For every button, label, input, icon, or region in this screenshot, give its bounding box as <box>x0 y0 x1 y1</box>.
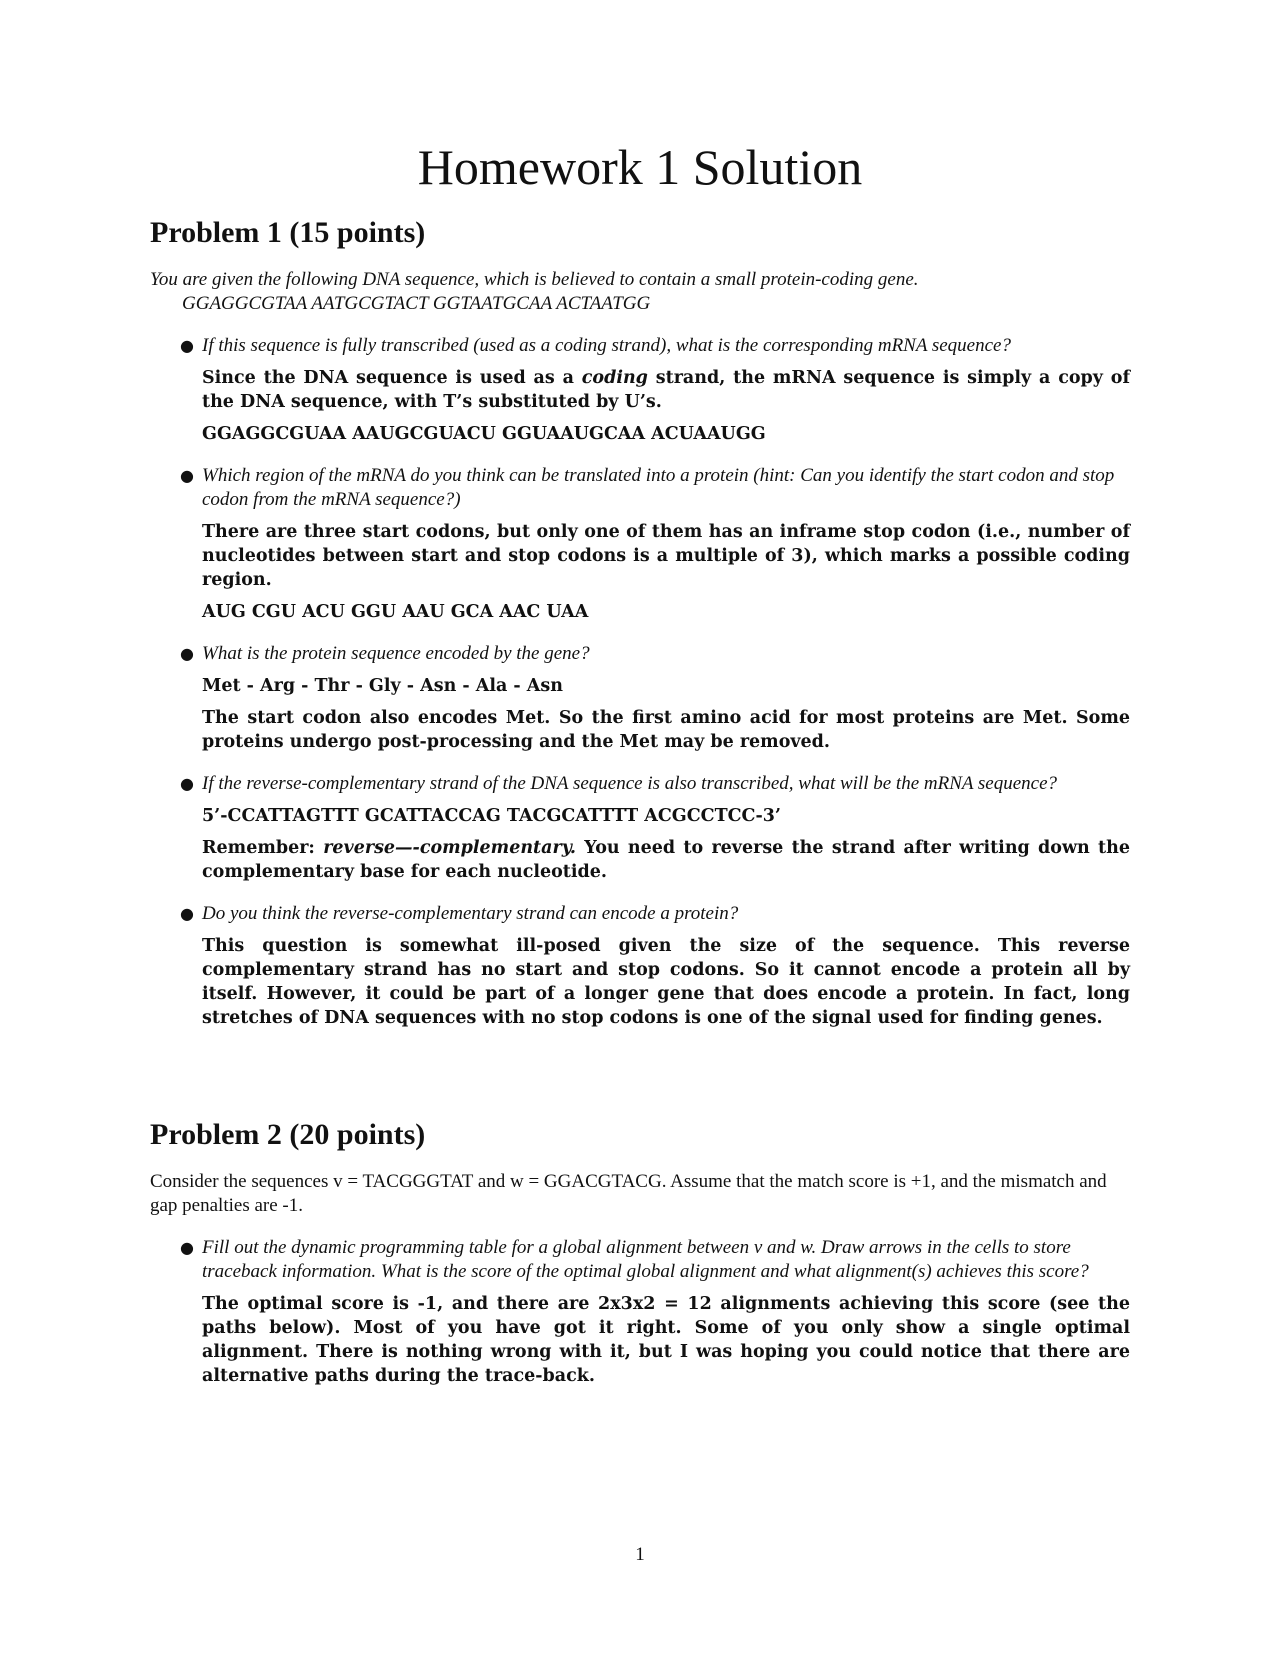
question-item <box>150 902 1130 1030</box>
bullet-icon: ● <box>180 904 194 923</box>
problem-2 <box>150 1118 1130 1388</box>
problem-1-heading: Problem 1 (15 points) <box>150 216 426 249</box>
answer-sequence: 5’-CCATTAGTTT GCATTACCAG TACGCATTTT ACGCCTCC-3’ <box>202 806 782 826</box>
question-item <box>150 642 1130 754</box>
answer-text: Since the DNA sequence is used as a coding strand, the mRNA sequence is simply a copy of the DNA sequence, with T’s substituted by U’s. <box>202 368 1130 412</box>
emphasis-text: reverse—-complementary. <box>323 838 576 858</box>
problem-1 <box>150 216 1130 1030</box>
problem-2-heading: Problem 2 (20 points) <box>150 1118 426 1151</box>
question-text: Which region of the mRNA do you think can be translated into a protein (hint: Can you identify the start codon and stop codon from the mRNA sequence?) <box>202 465 1115 510</box>
question-text: Do you think the reverse-complementary strand can encode a protein? <box>202 903 739 924</box>
answer-sequence: AUG CGU ACU GGU AAU GCA AAC UAA <box>202 602 589 622</box>
emphasis-text: coding <box>581 368 648 388</box>
question-item <box>150 772 1130 884</box>
page-title: Homework 1 Solution <box>417 139 863 195</box>
answer-text: This question is somewhat ill-posed given the size of the sequence. This reverse complementary strand has no start and stop codons. So it cannot encode a protein all by itself. However, it could be part of a longer gene that does encode a protein. In fact, long stretches of DNA sequences with no stop codons is one of the signal used for finding genes. <box>202 936 1130 1028</box>
answer-text: The start codon also encodes Met. So the first amino acid for most proteins are Met. Some proteins undergo post-processing and the Met may be removed. <box>202 708 1130 752</box>
problem-2-questions <box>150 1236 1130 1388</box>
bullet-icon: ● <box>180 466 194 485</box>
answer-text: Remember: reverse—-complementary. You need to reverse the strand after writing down the complementary base for each nucleotide. <box>202 838 1130 882</box>
question-item <box>150 334 1130 446</box>
problem-2-intro: Consider the sequences v = TACGGGTAT and w = GGACGTACG. Assume that the match score is +1, and the mismatch and gap penalties are -1. <box>150 1171 1107 1216</box>
problem-1-intro-text: You are given the following DNA sequence, which is believed to contain a small protein-coding gene. <box>150 269 919 290</box>
answer-text: The optimal score is -1, and there are 2x3x2 = 12 alignments achieving this score (see the paths below). Most of you have got it right. Some of you only show a single optimal alignment. There is nothing wrong with it, but I was hoping you could notice that there are alternative paths during the trace-back. <box>202 1294 1130 1386</box>
bullet-icon: ● <box>180 774 194 793</box>
bullet-icon: ● <box>180 644 194 663</box>
question-item <box>150 1236 1130 1388</box>
question-text: Fill out the dynamic programming table for a global alignment between v and w. Draw arrows in the cells to store traceback information. What is the score of the optimal global alignment and what alignment(s) achieves this score? <box>202 1237 1089 1282</box>
question-text: If the reverse-complementary strand of the DNA sequence is also transcribed, what will be the mRNA sequence? <box>202 773 1058 794</box>
answer-protein-sequence: Met - Arg - Thr - Gly - Asn - Ala - Asn <box>202 676 563 696</box>
question-item <box>150 464 1130 624</box>
page-number: 1 <box>635 1544 645 1565</box>
question-text: If this sequence is fully transcribed (used as a coding strand), what is the corresponding mRNA sequence? <box>202 335 1011 356</box>
bullet-icon: ● <box>180 1238 194 1257</box>
bullet-icon: ● <box>180 336 194 355</box>
problem-1-questions <box>150 334 1130 1030</box>
answer-text: There are three start codons, but only one of them has an inframe stop codon (i.e., number of nucleotides between start and stop codons is a multiple of 3), which marks a possible coding region. <box>202 522 1130 590</box>
problem-1-dna-sequence: GGAGGCGTAA AATGCGTACT GGTAATGCAA ACTAATGG <box>182 293 651 314</box>
problem-1-intro <box>150 268 1130 316</box>
question-text: What is the protein sequence encoded by the gene? <box>202 643 590 664</box>
answer-sequence: GGAGGCGUAA AAUGCGUACU GGUAAUGCAA ACUAAUGG <box>202 424 766 444</box>
